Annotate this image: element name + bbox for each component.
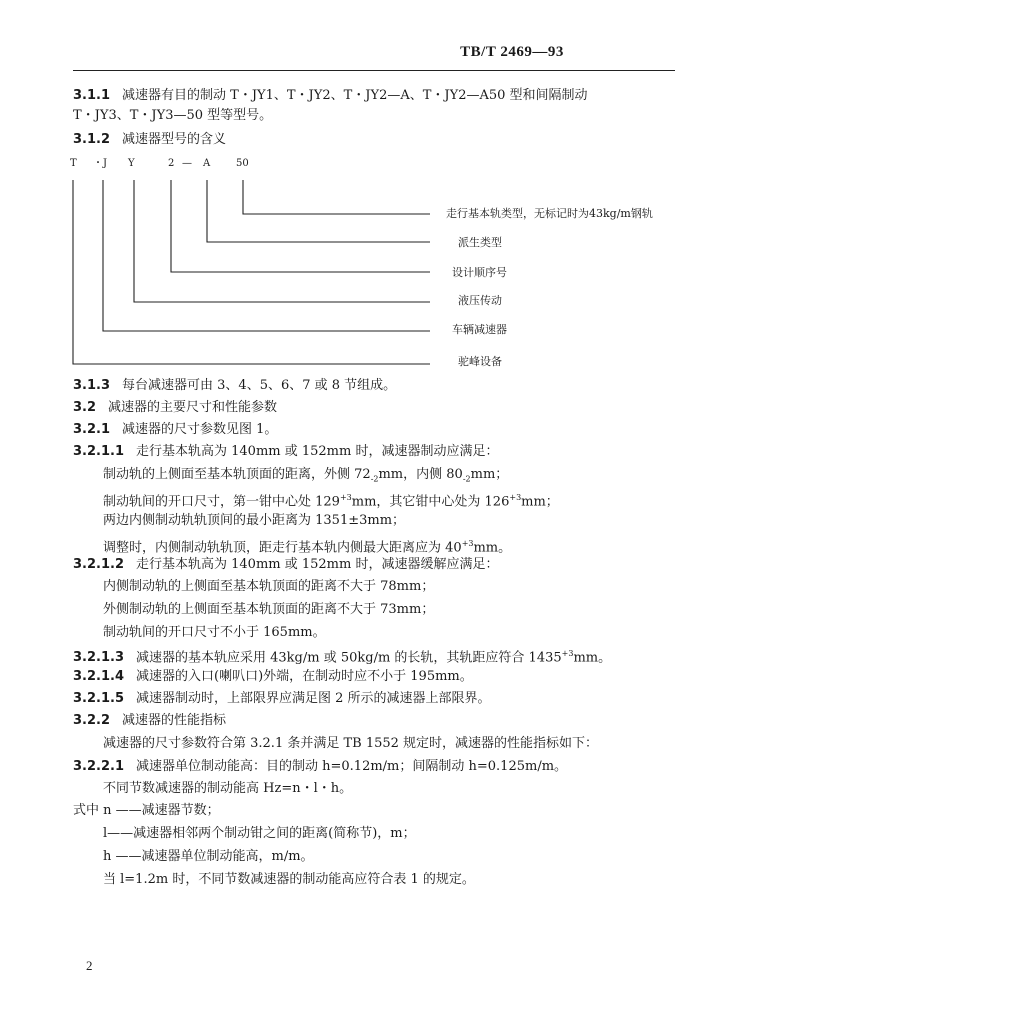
leader-lines bbox=[73, 180, 430, 364]
clause-text: 走行基本轨高为 140mm 或 152mm 时，减速器缓解应满足： bbox=[136, 557, 499, 572]
code-y: Y bbox=[128, 158, 135, 169]
formula-where-h: h ——减速器单位制动能高，m/m。 bbox=[103, 849, 314, 864]
code-t: T bbox=[70, 158, 77, 169]
clause-3-2-1-3 bbox=[73, 645, 611, 666]
clause-number: 3.2 bbox=[73, 400, 97, 415]
clause-number: 3.1.1 bbox=[73, 88, 111, 103]
clause-3-2-1-1-line3: 两边内侧制动轨轨顶间的最小距离为 1351±3mm； bbox=[103, 513, 406, 528]
leader-a bbox=[207, 180, 430, 242]
clause-number: 3.2.1.3 bbox=[73, 650, 124, 666]
label-derived-type: 派生类型 bbox=[458, 236, 502, 249]
code-2: 2 bbox=[168, 158, 175, 169]
clause-3-1-3 bbox=[73, 377, 396, 394]
text-run: 制动轨的上侧面至基本轨顶面的距离，外侧 72 bbox=[103, 467, 371, 482]
clause-3-2-2-1-line1: 不同节数减速器的制动能高 Hz=n・l・h。 bbox=[103, 781, 353, 796]
label-rail-type: 走行基本轨类型，无标记时为43kg/m钢轨 bbox=[446, 207, 653, 220]
clause-number: 3.2.2.1 bbox=[73, 759, 124, 774]
clause-number: 3.1.3 bbox=[73, 378, 111, 393]
clause-number: 3.2.1.1 bbox=[73, 444, 124, 459]
clause-3-2-1-2-line3: 制动轨间的开口尺寸不小于 165mm。 bbox=[103, 625, 326, 640]
text-run: mm，内侧 80 bbox=[378, 467, 463, 482]
tolerance: +3 bbox=[509, 493, 522, 502]
code-j: ・J bbox=[93, 158, 108, 169]
clause-text: 走行基本轨高为 140mm 或 152mm 时，减速器制动应满足： bbox=[136, 444, 499, 459]
text-run: 制动轨间的开口尺寸，第一钳中心处 129 bbox=[103, 494, 340, 510]
clause-3-2-1-4 bbox=[73, 668, 473, 685]
clause-3-2-1-1-line2 bbox=[103, 489, 559, 510]
text-run: 调整时，内侧制动轨轨顶，距走行基本轨内侧最大距离应为 40 bbox=[103, 540, 462, 556]
clause-3-1-1-cont: T・JY3、T・JY3—50 型等型号。 bbox=[73, 108, 273, 123]
leader-50 bbox=[243, 180, 430, 214]
clause-3-2-1-2-line2: 外侧制动轨的上侧面至基本轨顶面的距离不大于 73mm； bbox=[103, 602, 435, 617]
clause-text: 减速器单位制动能高：目的制动 h=0.12m/m；间隔制动 h=0.125m/m。 bbox=[136, 759, 568, 774]
section-3-2 bbox=[73, 399, 277, 416]
code-dash: — bbox=[182, 158, 192, 169]
label-car-retarder: 车辆减速器 bbox=[452, 323, 507, 336]
clause-3-2-2 bbox=[73, 712, 226, 729]
formula-where-n: 式中 n ——减速器节数； bbox=[73, 803, 220, 818]
leader-y bbox=[134, 180, 430, 302]
clause-3-2-2-1 bbox=[73, 758, 567, 775]
text-run: mm，其它钳中心处为 126 bbox=[351, 494, 510, 510]
text-run: mm； bbox=[470, 467, 509, 482]
text-run: mm。 bbox=[573, 650, 612, 666]
tolerance: +3 bbox=[339, 493, 352, 502]
clause-3-2-2-body: 减速器的尺寸参数符合第 3.2.1 条并满足 TB 1552 规定时，减速器的性能指标如下： bbox=[103, 736, 599, 751]
clause-number: 3.2.2 bbox=[73, 713, 111, 728]
clause-number: 3.2.1.2 bbox=[73, 557, 124, 572]
text-run: mm。 bbox=[473, 540, 512, 556]
clause-text: 减速器的基本轨应采用 43kg/m 或 50kg/m 的长轨，其轨距应符合 1435 bbox=[136, 650, 562, 666]
clause-text: 减速器的主要尺寸和性能参数 bbox=[108, 400, 278, 415]
clause-text: 减速器有目的制动 T・JY1、T・JY2、T・JY2—A、T・JY2—A50 型和间隔制动 bbox=[122, 88, 588, 103]
clause-number: 3.2.1.5 bbox=[73, 691, 124, 706]
clause-text: 减速器的入口(喇叭口)外端，在制动时应不小于 195mm。 bbox=[136, 669, 473, 684]
formula-where-l: l——减速器相邻两个制动钳之间的距离(简称节)，m； bbox=[103, 826, 416, 841]
clause-text: 减速器的性能指标 bbox=[122, 713, 227, 728]
clause-number: 3.1.2 bbox=[73, 132, 111, 147]
page-number: 2 bbox=[86, 958, 93, 973]
clause-text: 减速器制动时，上部限界应满足图 2 所示的减速器上部限界。 bbox=[136, 691, 491, 706]
label-design-sequence: 设计顺序号 bbox=[452, 266, 507, 279]
clause-3-2-1-2-line1: 内侧制动轨的上侧面至基本轨顶面的距离不大于 78mm； bbox=[103, 579, 435, 594]
clause-number: 3.2.1.4 bbox=[73, 669, 124, 684]
clause-3-2-1-1-line4 bbox=[103, 535, 511, 556]
clause-3-2-1-5 bbox=[73, 690, 491, 707]
text-run: mm； bbox=[521, 494, 559, 510]
tolerance: +3 bbox=[561, 649, 574, 658]
tolerance: -2 bbox=[370, 474, 379, 484]
label-hump-equipment: 驼峰设备 bbox=[458, 355, 502, 368]
code-a: A bbox=[203, 158, 211, 169]
leader-j bbox=[103, 180, 430, 331]
leader-2 bbox=[171, 180, 430, 272]
clause-3-2-1 bbox=[73, 421, 277, 438]
code-50: 50 bbox=[236, 158, 249, 169]
formula-note: 当 l=1.2m 时，不同节数减速器的制动能高应符合表 1 的规定。 bbox=[103, 872, 475, 887]
tolerance: +3 bbox=[461, 539, 474, 548]
label-hydraulic-drive: 液压传动 bbox=[458, 294, 502, 307]
clause-3-2-1-1-line1 bbox=[103, 466, 508, 488]
clause-3-2-1-2 bbox=[73, 556, 498, 573]
clause-text: 每台减速器可由 3、4、5、6、7 或 8 节组成。 bbox=[122, 378, 397, 393]
standard-header: TB/T 2469—93 bbox=[460, 44, 564, 60]
clause-3-2-1-1 bbox=[73, 443, 498, 460]
tolerance: -2 bbox=[462, 474, 471, 484]
clause-text: 减速器的尺寸参数见图 1。 bbox=[122, 422, 278, 437]
clause-number: 3.2.1 bbox=[73, 422, 111, 437]
clause-text: 减速器型号的含义 bbox=[122, 132, 227, 147]
